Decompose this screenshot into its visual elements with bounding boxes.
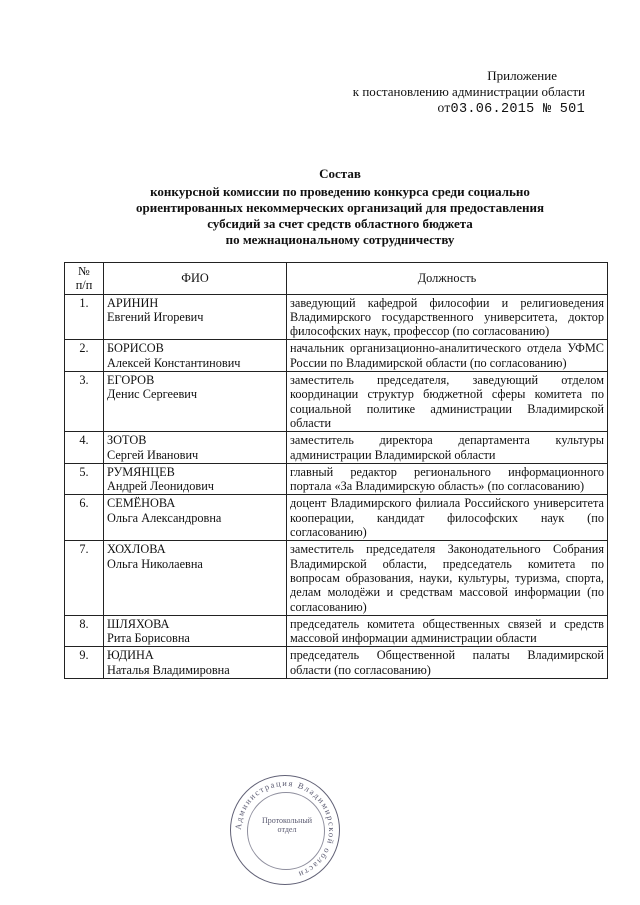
- table-row: [65, 541, 608, 615]
- member-given-names: Алексей Константинович: [107, 355, 241, 370]
- date-prefix: от: [437, 100, 451, 115]
- table-header-row: [65, 263, 608, 295]
- member-name: [104, 541, 287, 615]
- header-num-sign: №: [78, 264, 90, 278]
- member-surname: ЗОТОВ: [107, 433, 147, 448]
- member-given-names: Наталья Владимировна: [107, 662, 230, 677]
- seal-ring-text: Администрация Владимирской области: [232, 777, 338, 881]
- header-position: Должность: [287, 263, 608, 295]
- title-line-3: ориентированных некоммерческих организаций для предоставления: [136, 200, 544, 215]
- member-surname: ХОХЛОВА: [107, 542, 166, 557]
- member-position: главный редактор регионального информационного портала «За Владимирскую область» (по согласованию): [287, 463, 608, 495]
- member-surname: ЮДИНА: [107, 648, 154, 663]
- member-name: [104, 463, 287, 495]
- row-number: 2.: [65, 340, 104, 372]
- row-number: 5.: [65, 463, 104, 495]
- row-number: 8.: [65, 615, 104, 647]
- member-surname: ШЛЯХОВА: [107, 616, 170, 631]
- member-given-names: Ольга Николаевна: [107, 556, 203, 571]
- member-position: председатель комитета общественных связей и средств массовой информации администрации области: [287, 615, 608, 647]
- member-name: [104, 432, 287, 464]
- official-seal: [230, 775, 340, 885]
- member-given-names: Евгений Игоревич: [107, 309, 204, 324]
- table-row: [65, 647, 608, 679]
- member-position: председатель Общественной палаты Владимирской области (по согласованию): [287, 647, 608, 679]
- member-given-names: Сергей Иванович: [107, 447, 199, 462]
- appendix-date-number: [353, 100, 585, 118]
- header-name: ФИО: [104, 263, 287, 295]
- seal-center-text: Протокольный отдел: [261, 816, 312, 834]
- member-position: заведующий кафедрой философии и религиоведения Владимирского государственного университета, доктор философских наук, профессор (по согласованию): [287, 294, 608, 340]
- table-row: [65, 372, 608, 432]
- member-name: [104, 340, 287, 372]
- title-line-1: Состав: [319, 166, 361, 181]
- member-name: [104, 495, 287, 541]
- row-number: 3.: [65, 372, 104, 432]
- member-name: [104, 647, 287, 679]
- decree-number: 501: [559, 102, 585, 117]
- member-position: начальник организационно-аналитического отдела УФМС России по Владимирской области (по согласованию): [287, 340, 608, 372]
- number-sign: №: [542, 102, 552, 117]
- row-number: 4.: [65, 432, 104, 464]
- member-position: заместитель председателя Законодательного Собрания Владимирской области, председатель комитета по вопросам образования, науки, культуры, туризма, спорта, делам молодёжи и средствам массовой информации (по согласованию): [287, 541, 608, 615]
- member-position: заместитель директора департамента культуры администрации Владимирской области: [287, 432, 608, 464]
- document-title: [60, 166, 620, 248]
- row-number: 7.: [65, 541, 104, 615]
- member-given-names: Андрей Леонидович: [107, 479, 214, 494]
- commission-table: [64, 262, 608, 679]
- appendix-heading: Приложение: [487, 68, 557, 83]
- title-line-5: по межнациональному сотрудничеству: [225, 232, 455, 247]
- member-name: [104, 372, 287, 432]
- member-given-names: Денис Сергеевич: [107, 387, 198, 402]
- title-line-2: конкурсной комиссии по проведению конкурса среди социально: [150, 184, 530, 199]
- row-number: 6.: [65, 495, 104, 541]
- title-line-4: субсидий за счет средств областного бюджета: [207, 216, 473, 231]
- table-row: [65, 495, 608, 541]
- member-given-names: Рита Борисовна: [107, 631, 190, 646]
- decree-date: 03.06.2015: [450, 102, 535, 117]
- member-position: доцент Владимирского филиала Российского университета кооперации, кандидат философских наук (по согласованию): [287, 495, 608, 541]
- row-number: 9.: [65, 647, 104, 679]
- member-surname: СЕМЁНОВА: [107, 496, 176, 511]
- table-row: [65, 463, 608, 495]
- member-given-names: Ольга Александровна: [107, 510, 222, 525]
- table-row: [65, 340, 608, 372]
- header-num-pp: п/п: [75, 278, 93, 293]
- member-surname: БОРИСОВ: [107, 341, 164, 356]
- member-surname: РУМЯНЦЕВ: [107, 464, 175, 479]
- appendix-decree: к постановлению администрации области: [352, 84, 585, 99]
- header-num: [65, 263, 104, 295]
- appendix-block: [353, 68, 585, 118]
- member-surname: АРИНИН: [107, 295, 159, 310]
- member-surname: ЕГОРОВ: [107, 373, 155, 388]
- member-name: [104, 615, 287, 647]
- table-row: [65, 294, 608, 340]
- member-position: заместитель председателя, заведующий отделом координации структур бюджетной сферы комитета по социальной политике администрации Владимирской области: [287, 372, 608, 432]
- row-number: 1.: [65, 294, 104, 340]
- member-name: [104, 294, 287, 340]
- table-row: [65, 432, 608, 464]
- table-row: [65, 615, 608, 647]
